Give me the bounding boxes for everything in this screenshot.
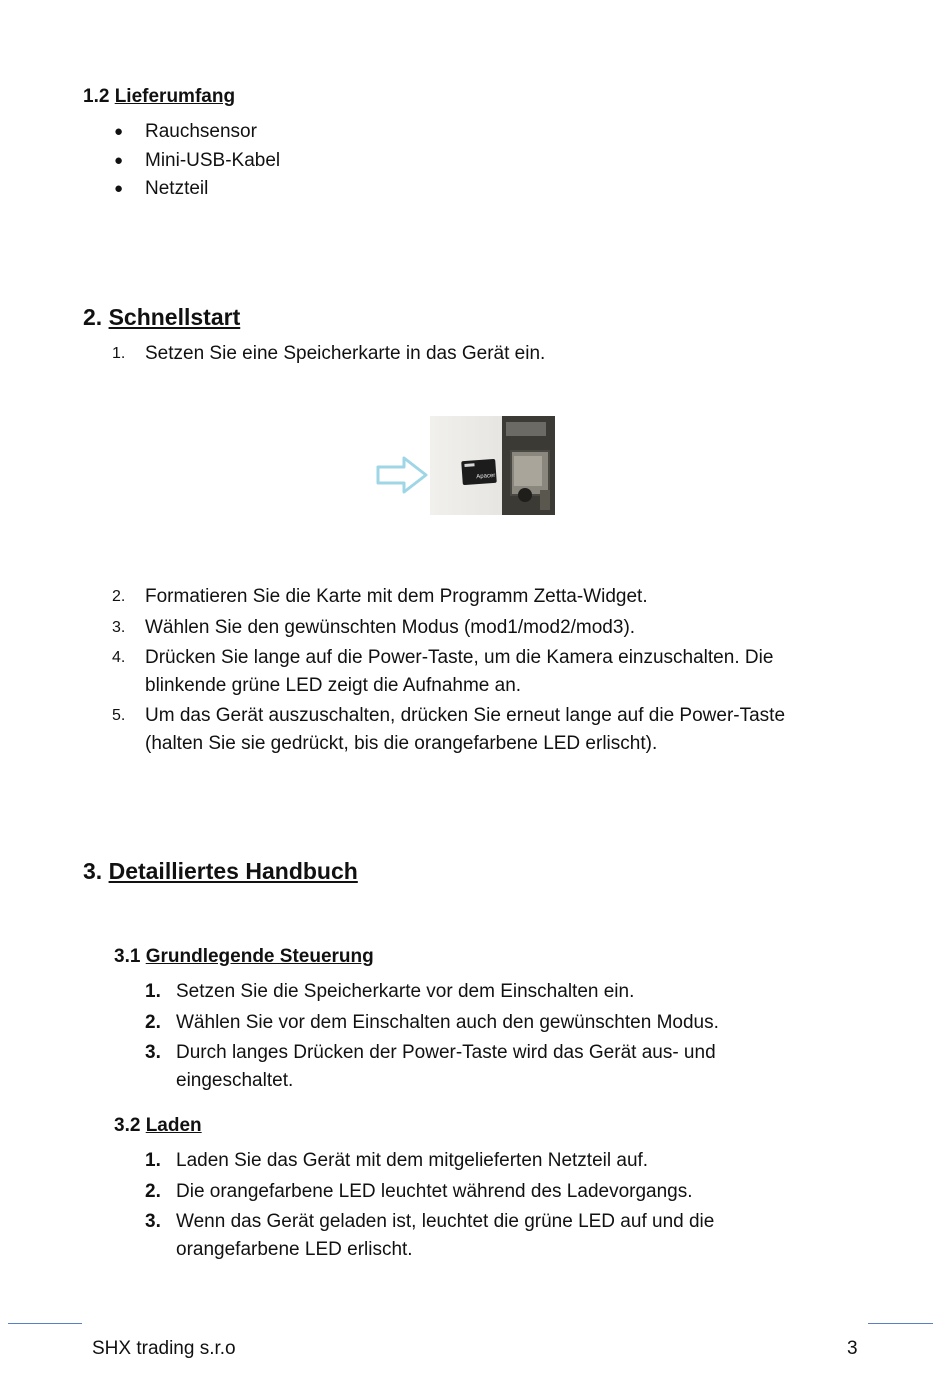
step-text-line: Wenn das Gerät geladen ist, leuchtet die grüne LED auf und die xyxy=(176,1211,715,1232)
section-number: 2. xyxy=(83,304,103,330)
quickstart-steps-list xyxy=(112,583,892,757)
footer-company: SHX trading s.r.o xyxy=(92,1338,236,1359)
section-3-heading xyxy=(83,858,358,885)
bullet-icon: ● xyxy=(114,180,124,197)
step-number: 1. xyxy=(145,981,161,1002)
memory-card-photo xyxy=(430,416,555,515)
step-text: Laden Sie das Gerät mit dem mitgelieferten Netzteil auf. xyxy=(176,1150,649,1171)
section-number: 3. xyxy=(83,858,103,884)
list-item xyxy=(112,118,280,147)
section-number: 1.2 xyxy=(83,86,110,107)
step-number: 2. xyxy=(145,1011,161,1033)
section-3-2-heading xyxy=(114,1115,202,1137)
step-text: Setzen Sie die Speicherkarte vor dem Einschalten ein. xyxy=(176,981,635,1002)
list-item xyxy=(145,1009,895,1037)
step-text-line: (halten Sie sie gedrückt, bis die orangefarbene LED erlischt). xyxy=(145,732,658,754)
step-text: Wählen Sie vor dem Einschalten auch den gewünschten Modus. xyxy=(176,1011,719,1033)
footer-rule-right xyxy=(868,1323,933,1324)
list-item xyxy=(145,978,895,1006)
step-text-line: Durch langes Drücken der Power-Taste wird das Gerät aus- und xyxy=(176,1042,716,1063)
step-text: Setzen Sie eine Speicherkarte in das Gerät ein. xyxy=(145,343,546,364)
list-item xyxy=(112,147,280,176)
footer-rule-left xyxy=(8,1323,82,1324)
basic-control-steps-list xyxy=(145,978,895,1094)
step-number: 2. xyxy=(112,588,126,605)
step-number: 4. xyxy=(112,649,126,666)
list-item-text: Mini-USB-Kabel xyxy=(145,149,281,171)
section-3-1-heading xyxy=(114,946,374,968)
list-item xyxy=(112,175,280,204)
step-text: Wählen Sie den gewünschten Modus (mod1/mod2/mod3). xyxy=(145,616,636,638)
section-number: 3.1 xyxy=(114,946,141,967)
list-item xyxy=(112,702,892,757)
step-number: 1. xyxy=(145,1150,161,1171)
list-item xyxy=(112,614,892,642)
step-number: 3. xyxy=(145,1211,161,1232)
arrow-right-icon xyxy=(376,456,428,494)
list-item-text: Netzteil xyxy=(145,178,209,199)
step-text-line: Um das Gerät auszuschalten, drücken Sie erneut lange auf die Power-Taste xyxy=(145,705,786,726)
step-text-line: blinkende grüne LED zeigt die Aufnahme an. xyxy=(145,674,522,696)
step-number: 1. xyxy=(112,345,126,362)
charging-steps-list xyxy=(145,1147,895,1263)
memory-card xyxy=(461,459,497,485)
step-number: 2. xyxy=(145,1180,161,1202)
section-1-2-heading xyxy=(83,86,235,108)
section-2-heading xyxy=(83,304,240,331)
section-title: Grundlegende Steuerung xyxy=(145,946,374,967)
section-title: Lieferumfang xyxy=(114,86,236,107)
section-number: 3.2 xyxy=(114,1115,141,1136)
section-title: Detailliertes Handbuch xyxy=(108,858,358,884)
list-item xyxy=(145,1039,895,1094)
page-number: 3 xyxy=(847,1338,858,1359)
step-text: Formatieren Sie die Karte mit dem Programm Zetta-Widget. xyxy=(145,586,648,607)
list-item xyxy=(112,583,892,611)
section-title: Laden xyxy=(145,1115,202,1136)
list-item xyxy=(145,1208,895,1263)
step-text-line: Drücken Sie lange auf die Power-Taste, um die Kamera einzuschalten. Die xyxy=(145,647,774,668)
step-number: 3. xyxy=(145,1042,161,1063)
step-text-line: eingeschaltet. xyxy=(176,1069,294,1091)
step-text: Die orangefarbene LED leuchtet während des Ladevorgangs. xyxy=(176,1180,693,1202)
list-item xyxy=(112,644,892,699)
bullet-icon: ● xyxy=(114,151,124,169)
delivery-contents-list xyxy=(112,118,280,204)
list-item xyxy=(145,1147,895,1175)
section-title: Schnellstart xyxy=(108,304,241,330)
step-text-line: orangefarbene LED erlischt. xyxy=(176,1238,413,1260)
bullet-icon: ● xyxy=(114,123,124,140)
step-number: 3. xyxy=(112,618,126,636)
quickstart-step-1-list xyxy=(112,340,892,368)
step-number: 5. xyxy=(112,707,126,724)
list-item xyxy=(145,1178,895,1206)
card-brand-label: Apacer xyxy=(476,472,496,481)
list-item xyxy=(112,340,892,368)
list-item-text: Rauchsensor xyxy=(145,121,257,142)
